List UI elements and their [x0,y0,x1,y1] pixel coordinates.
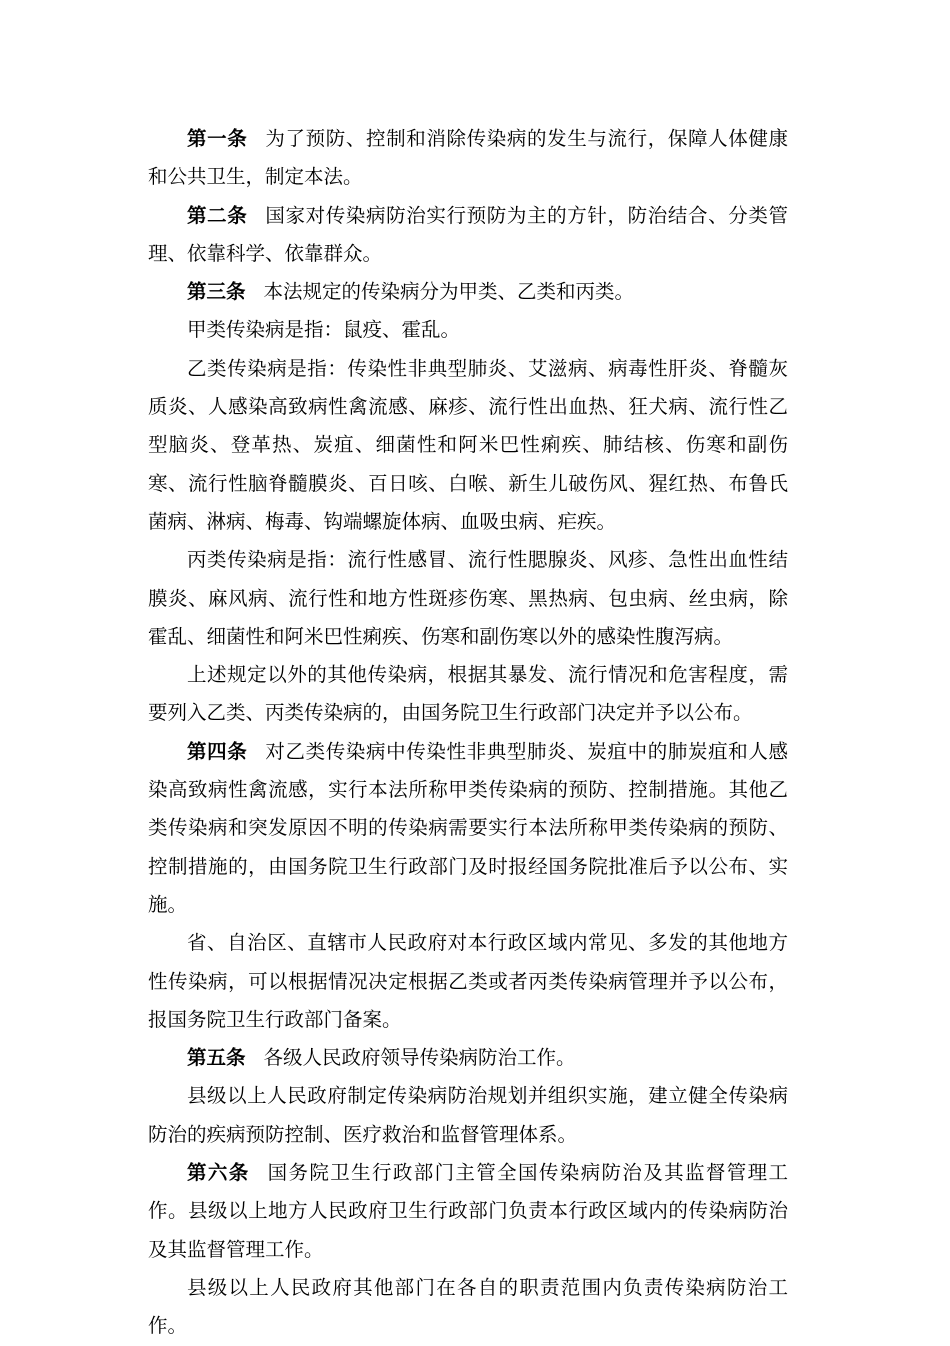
article-paragraph [148,120,788,197]
paragraph-text: 对乙类传染病中传染性非典型肺炎、炭疽中的肺炭疽和人感染高致病性禽流感，实行本法所称甲类传染病的预防、控制措施。其他乙类传染病和突发原因不明的传染病需要实行本法所称甲类传染病的预防、控制措施的，由国务院卫生行政部门及时报经国务院批准后予以公布、实施。 [148,739,788,916]
paragraph-text: 上述规定以外的其他传染病，根据其暴发、流行情况和危害程度，需要列入乙类、丙类传染病的，由国务院卫生行政部门决定并予以公布。 [148,663,788,725]
article-label: 第三条 [187,280,246,304]
article-paragraph [148,273,788,311]
sub-paragraph [148,656,788,733]
article-label: 第六条 [187,1161,250,1185]
sub-paragraph [148,924,788,1039]
sub-paragraph [148,1077,788,1154]
sub-paragraph [148,311,788,349]
article-paragraph [148,197,788,274]
article-label: 第四条 [187,739,248,763]
document-body [148,120,788,1346]
article-paragraph [148,1154,788,1269]
paragraph-text: 国家对传染病防治实行预防为主的方针，防治结合、分类管理、依靠科学、依靠群众。 [148,203,788,265]
article-label: 第一条 [187,127,248,150]
article-label: 第二条 [187,203,248,227]
sub-paragraph [148,350,788,541]
paragraph-text: 丙类传染病是指：流行性感冒、流行性腮腺炎、风疹、急性出血性结膜炎、麻风病、流行性和地方性斑疹伤寒、黑热病、包虫病、丝虫病，除霍乱、细菌性和阿米巴性痢疾、伤寒和副伤寒以外的感染性腹泻病。 [148,548,788,648]
paragraph-text: 为了预防、控制和消除传染病的发生与流行，保障人体健康和公共卫生，制定本法。 [148,127,788,189]
sub-paragraph [148,541,788,656]
sub-paragraph [148,1269,788,1346]
paragraph-text: 乙类传染病是指：传染性非典型肺炎、艾滋病、病毒性肝炎、脊髓灰质炎、人感染高致病性禽流感、麻疹、流行性出血热、狂犬病、流行性乙型脑炎、登革热、炭疽、细菌性和阿米巴性痢疾、肺结核、伤寒和副伤寒、流行性脑脊髓膜炎、百日咳、白喉、新生儿破伤风、猩红热、布鲁氏菌病、淋病、梅毒、钩端螺旋体病、血吸虫病、疟疾。 [148,356,788,533]
paragraph-text: 国务院卫生行政部门主管全国传染病防治及其监督管理工作。县级以上地方人民政府卫生行政部门负责本行政区域内的传染病防治及其监督管理工作。 [148,1161,788,1261]
article-paragraph [148,1039,788,1077]
paragraph-text: 县级以上人民政府其他部门在各自的职责范围内负责传染病防治工作。 [148,1275,788,1338]
paragraph-text: 县级以上人民政府制定传染病防治规划并组织实施，建立健全传染病防治的疾病预防控制、医疗救治和监督管理体系。 [148,1084,788,1146]
paragraph-text: 各级人民政府领导传染病防治工作。 [263,1046,576,1070]
article-paragraph [148,733,788,924]
paragraph-text: 本法规定的传染病分为甲类、乙类和丙类。 [263,280,635,304]
paragraph-text: 省、自治区、直辖市人民政府对本行政区域内常见、多发的其他地方性传染病，可以根据情况决定根据乙类或者丙类传染病管理并予以公布，报国务院卫生行政部门备案。 [148,931,788,1031]
article-label: 第五条 [187,1046,246,1070]
paragraph-text: 甲类传染病是指：鼠疫、霍乱。 [187,318,461,342]
